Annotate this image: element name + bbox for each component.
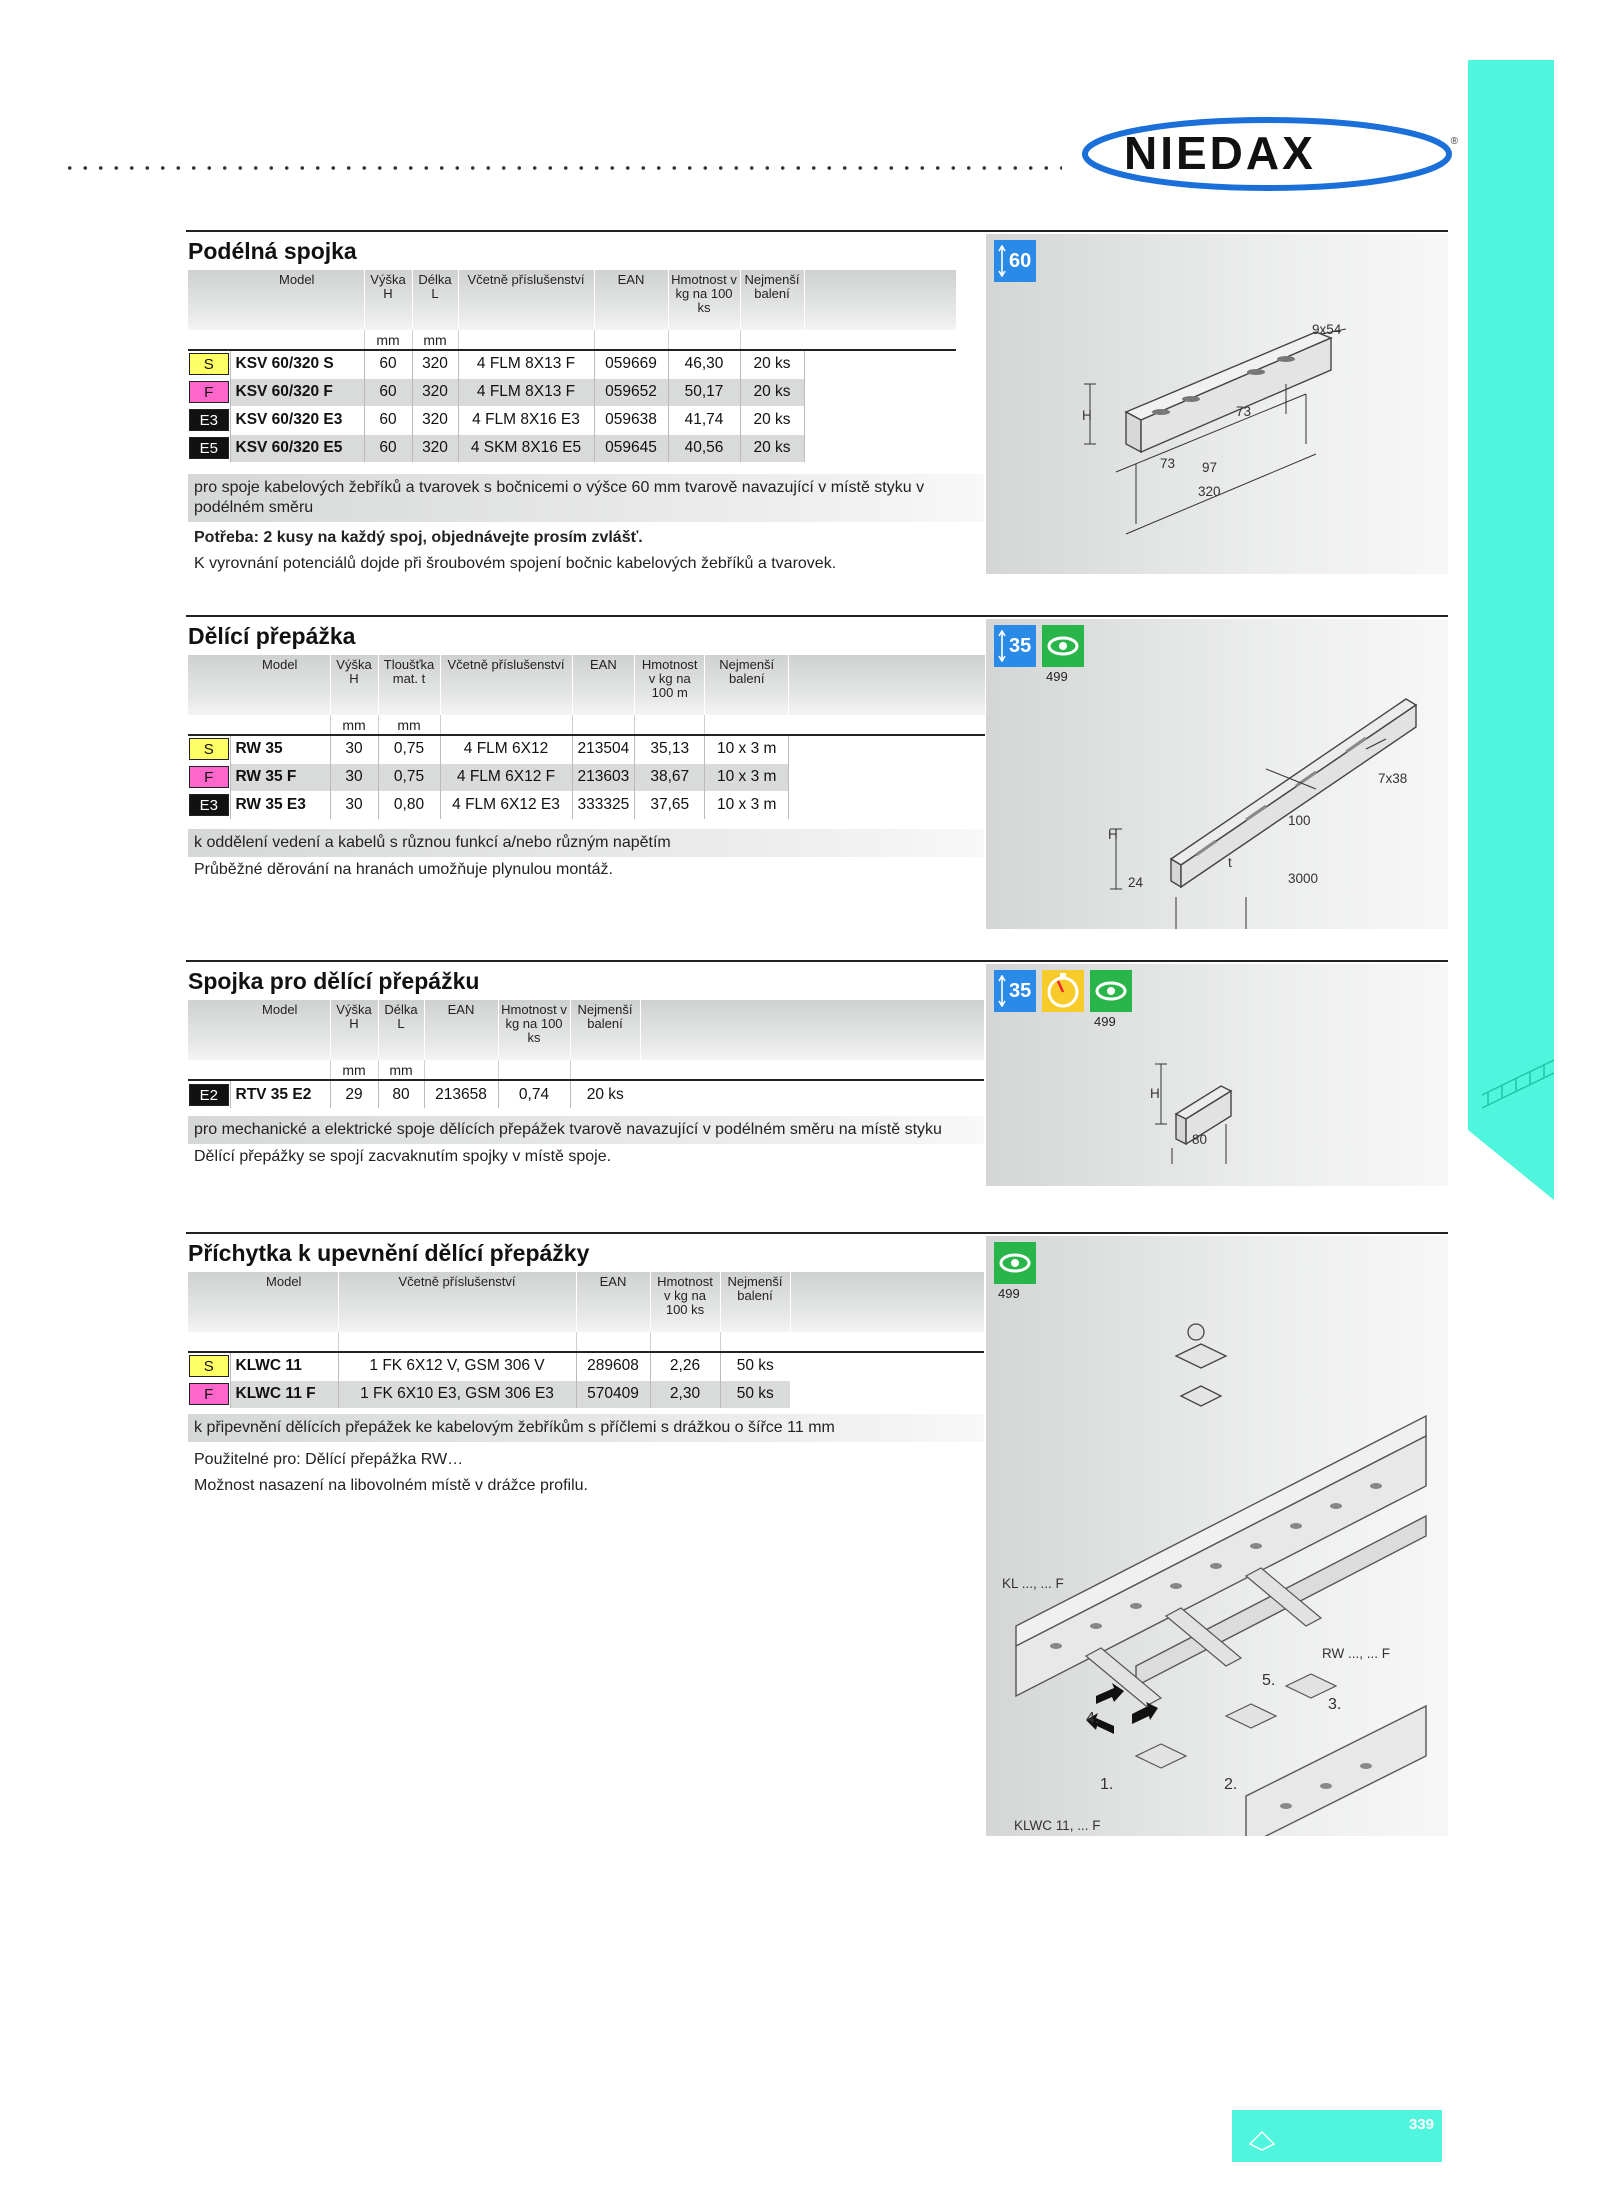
note: Dělící přepážky se spojí zacvaknutím spojky v místě spoje. [194, 1148, 612, 1165]
table-cell: 213658 [424, 1080, 498, 1108]
table-cell: 213504 [572, 735, 635, 763]
model-cell: KLWC 11 F [230, 1380, 338, 1408]
col-header: Hmotnost v kg na 100 m [635, 655, 705, 715]
section-delici-prepazka [186, 615, 1448, 935]
table-cell: 50 ks [720, 1380, 790, 1408]
col-header: Nejmenší balení [570, 1000, 640, 1060]
section-title: Podélná spojka [188, 238, 357, 264]
col-header: Nejmenší balení [705, 655, 789, 715]
col-header: EAN [424, 1000, 498, 1060]
unit-label: mm [378, 1060, 424, 1080]
col-header: Model [230, 1272, 338, 1332]
model-cell: KLWC 11 [230, 1352, 338, 1380]
table-cell: 41,74 [668, 406, 740, 434]
table-cell: 60 [364, 350, 412, 378]
table-cell: 570409 [576, 1380, 650, 1408]
icon-caption: 499 [1094, 1014, 1116, 1029]
product-drawing-panel [986, 619, 1448, 929]
description [188, 1116, 984, 1170]
note: Možnost nasazení na libovolném místě v drážce profilu. [194, 1477, 588, 1494]
note: Průběžné děrování na hranách umožňuje plynulou montáž. [194, 861, 613, 878]
finish-badge: F [189, 766, 229, 788]
finish-badge: F [189, 1383, 229, 1405]
table-row [188, 791, 985, 819]
note: Použitelné pro: Dělící přepážka RW… [194, 1451, 464, 1468]
height-value: 60 [1009, 250, 1032, 272]
cloud-icon [1242, 2118, 1282, 2158]
col-header: Tloušťka mat. t [378, 655, 440, 715]
dim-label: 320 [1198, 484, 1221, 499]
table-cell: 0,75 [378, 735, 440, 763]
finish-badge: F [189, 381, 229, 403]
table-cell: 20 ks [740, 406, 804, 434]
table-cell: 320 [412, 350, 458, 378]
table-cell: 20 ks [570, 1080, 640, 1108]
finish-badge: S [189, 1355, 229, 1377]
table-cell: 10 x 3 m [705, 791, 789, 819]
dim-label: 73 [1236, 404, 1252, 419]
product-drawing-panel [986, 1236, 1448, 1836]
table-cell: 29 [330, 1080, 378, 1108]
table-cell: 40,56 [668, 434, 740, 462]
table-cell: 1 FK 6X12 V, GSM 306 V [338, 1352, 576, 1380]
col-header: EAN [594, 270, 668, 330]
unit-label: mm [330, 715, 378, 735]
section-podelna-spojka [186, 230, 1448, 580]
table-cell: 10 x 3 m [705, 763, 789, 791]
col-header: Model [230, 1000, 330, 1060]
description [188, 1414, 984, 1499]
connector-drawing [986, 234, 1448, 574]
dim-label: 1. [1100, 1776, 1114, 1793]
unit-label: mm [378, 715, 440, 735]
table-cell: 4 FLM 6X12 F [440, 763, 572, 791]
dim-label: 5. [1262, 1672, 1276, 1689]
unit-label: mm [330, 1060, 378, 1080]
finish-badge: E2 [189, 1084, 229, 1106]
icon-caption: 499 [998, 1286, 1020, 1301]
dim-label: 80 [1192, 1132, 1208, 1147]
table-cell: 333325 [572, 791, 635, 819]
table-cell: 059638 [594, 406, 668, 434]
section-rule [186, 230, 1448, 232]
table-cell: 059645 [594, 434, 668, 462]
note: K vyrovnání potenciálů dojde při šroubovém spojení bočnic kabelových žebříků a tvarovek. [194, 555, 837, 572]
table-cell: 4 FLM 8X16 E3 [458, 406, 594, 434]
table-cell: 80 [378, 1080, 424, 1108]
table-cell: 0,74 [498, 1080, 570, 1108]
col-header: Včetně příslušenství [440, 655, 572, 715]
table-cell: 4 FLM 8X13 F [458, 350, 594, 378]
table-cell: 60 [364, 378, 412, 406]
finish-badge: E3 [189, 794, 229, 816]
col-header: Včetně příslušenství [338, 1272, 576, 1332]
col-header: Výška H [364, 270, 412, 330]
dim-label: 73 [1160, 456, 1176, 471]
table-cell: 30 [330, 763, 378, 791]
product-table [188, 270, 956, 462]
section-title: Dělící přepážka [188, 623, 356, 649]
description-bar: pro spoje kabelových žebříků a tvarovek s bočnicemi o výšce 60 mm tvarově navazující v místě styku v podélném směru [188, 474, 984, 522]
table-cell: 2,30 [650, 1380, 720, 1408]
unit-label: mm [364, 330, 412, 350]
model-cell: KSV 60/320 S [230, 350, 364, 378]
col-header: Model [230, 655, 330, 715]
finish-badge: S [189, 353, 229, 375]
product-table [188, 655, 985, 819]
model-cell: KSV 60/320 E5 [230, 434, 364, 462]
product-table [188, 1000, 984, 1108]
table-cell: 20 ks [740, 434, 804, 462]
section-title: Spojka pro dělící přepážku [188, 968, 480, 994]
col-header: Hmotnost v kg na 100 ks [498, 1000, 570, 1060]
col-header: Nejmenší balení [740, 270, 804, 330]
table-row [188, 735, 985, 763]
product-drawing-panel [986, 964, 1448, 1186]
model-cell: RW 35 E3 [230, 791, 330, 819]
section-spojka-pro-delici-prepazku [186, 960, 1448, 1190]
dim-label: KL ..., ... F [1002, 1576, 1064, 1591]
page-number: 339 [1408, 2116, 1434, 2133]
table-cell: 50,17 [668, 378, 740, 406]
model-cell: KSV 60/320 F [230, 378, 364, 406]
table-cell: 1 FK 6X10 E3, GSM 306 E3 [338, 1380, 576, 1408]
clip-drawing [986, 964, 1448, 1186]
col-header: Výška H [330, 1000, 378, 1060]
description-bar: k oddělení vedení a kabelů s různou funkcí a/nebo různým napětím [188, 829, 984, 857]
product-table [188, 1272, 984, 1408]
table-cell: 4 FLM 8X13 F [458, 378, 594, 406]
col-header: Nejmenší balení [720, 1272, 790, 1332]
table-row [188, 434, 956, 462]
table-cell: 320 [412, 378, 458, 406]
table-cell: 0,75 [378, 763, 440, 791]
dim-label: 3. [1328, 1696, 1342, 1713]
dim-label: H [1082, 408, 1092, 423]
dim-label: H [1150, 1086, 1160, 1101]
dim-label: 2. [1224, 1776, 1238, 1793]
model-cell: RW 35 F [230, 763, 330, 791]
product-drawing-panel [986, 234, 1448, 574]
dim-label: 3000 [1288, 871, 1319, 886]
table-cell: 2,26 [650, 1352, 720, 1380]
table-cell: 30 [330, 791, 378, 819]
niedax-logo [1082, 116, 1460, 192]
table-cell: 60 [364, 434, 412, 462]
finish-badge: E3 [189, 409, 229, 431]
col-header: Délka L [412, 270, 458, 330]
registered-mark: ® [1450, 136, 1458, 147]
description [188, 829, 984, 883]
table-cell: 37,65 [635, 791, 705, 819]
col-header: Hmotnost v kg na 100 ks [650, 1272, 720, 1332]
table-row [188, 378, 956, 406]
table-cell: 4 FLM 6X12 [440, 735, 572, 763]
table-cell: 38,67 [635, 763, 705, 791]
dim-label: 100 [1288, 813, 1311, 828]
table-cell: 20 ks [740, 378, 804, 406]
section-title: Příchytka k upevnění dělící přepážky [188, 1240, 590, 1266]
table-cell: 50 ks [720, 1352, 790, 1380]
table-cell: 4 FLM 6X12 E3 [440, 791, 572, 819]
side-band [1468, 60, 1554, 1200]
unit-label: mm [412, 330, 458, 350]
col-header: Hmotnost v kg na 100 ks [668, 270, 740, 330]
table-row [188, 1380, 984, 1408]
table-cell: 059652 [594, 378, 668, 406]
page-number-box [1232, 2110, 1442, 2162]
model-cell: KSV 60/320 E3 [230, 406, 364, 434]
table-row [188, 406, 956, 434]
table-cell: 60 [364, 406, 412, 434]
section-rule [186, 1232, 1448, 1234]
col-header: Výška H [330, 655, 378, 715]
description-bar: pro mechanické a elektrické spoje dělících přepážek tvarově navazující v podélném směru na místě styku [188, 1116, 984, 1144]
dim-label: 7x38 [1378, 771, 1408, 786]
col-header: Délka L [378, 1000, 424, 1060]
logo-text: NIEDAX [1124, 127, 1316, 179]
table-cell: 30 [330, 735, 378, 763]
model-cell: RTV 35 E2 [230, 1080, 330, 1108]
assembly-drawing [986, 1236, 1448, 1836]
table-cell: 0,80 [378, 791, 440, 819]
table-row [188, 350, 956, 378]
description-bar: k připevnění dělících přepážek ke kabelovým žebříkům s příčlemi s drážkou o šířce 11 mm [188, 1414, 984, 1442]
section-prichytka [186, 1232, 1448, 1852]
table-cell: 320 [412, 406, 458, 434]
table-row [188, 763, 985, 791]
col-header: EAN [572, 655, 635, 715]
table-cell: 4 SKM 8X16 E5 [458, 434, 594, 462]
table-cell: 059669 [594, 350, 668, 378]
dim-label: H [1108, 827, 1118, 842]
table-cell: 10 x 3 m [705, 735, 789, 763]
col-header: Model [230, 270, 364, 330]
description [188, 474, 984, 577]
dim-label: KLWC 11, ... F [1014, 1818, 1101, 1833]
table-cell: 320 [412, 434, 458, 462]
dim-label: 24 [1128, 875, 1144, 890]
finish-badge: E5 [189, 437, 229, 459]
table-cell: 289608 [576, 1352, 650, 1380]
section-rule [186, 960, 1448, 962]
dim-label: 4. [1086, 1710, 1100, 1727]
table-cell: 20 ks [740, 350, 804, 378]
col-header: EAN [576, 1272, 650, 1332]
height-value: 35 [1009, 635, 1032, 657]
section-rule [186, 615, 1448, 617]
dotted-rule [62, 160, 1062, 176]
dim-label: 9x54 [1312, 322, 1342, 337]
dim-label: RW ..., ... F [1322, 1646, 1391, 1661]
table-cell: 35,13 [635, 735, 705, 763]
col-header: Včetně příslušenství [458, 270, 594, 330]
dim-label: t [1228, 855, 1232, 870]
model-cell: RW 35 [230, 735, 330, 763]
icon-caption: 499 [1046, 669, 1068, 684]
table-row [188, 1080, 984, 1108]
dim-label: 97 [1202, 460, 1218, 475]
finish-badge: S [189, 738, 229, 760]
table-row [188, 1352, 984, 1380]
height-value: 35 [1009, 980, 1032, 1002]
table-cell: 213603 [572, 763, 635, 791]
note-bold: Potřeba: 2 kusy na každý spoj, objednávejte prosím zvlášť. [194, 529, 643, 546]
table-cell: 46,30 [668, 350, 740, 378]
